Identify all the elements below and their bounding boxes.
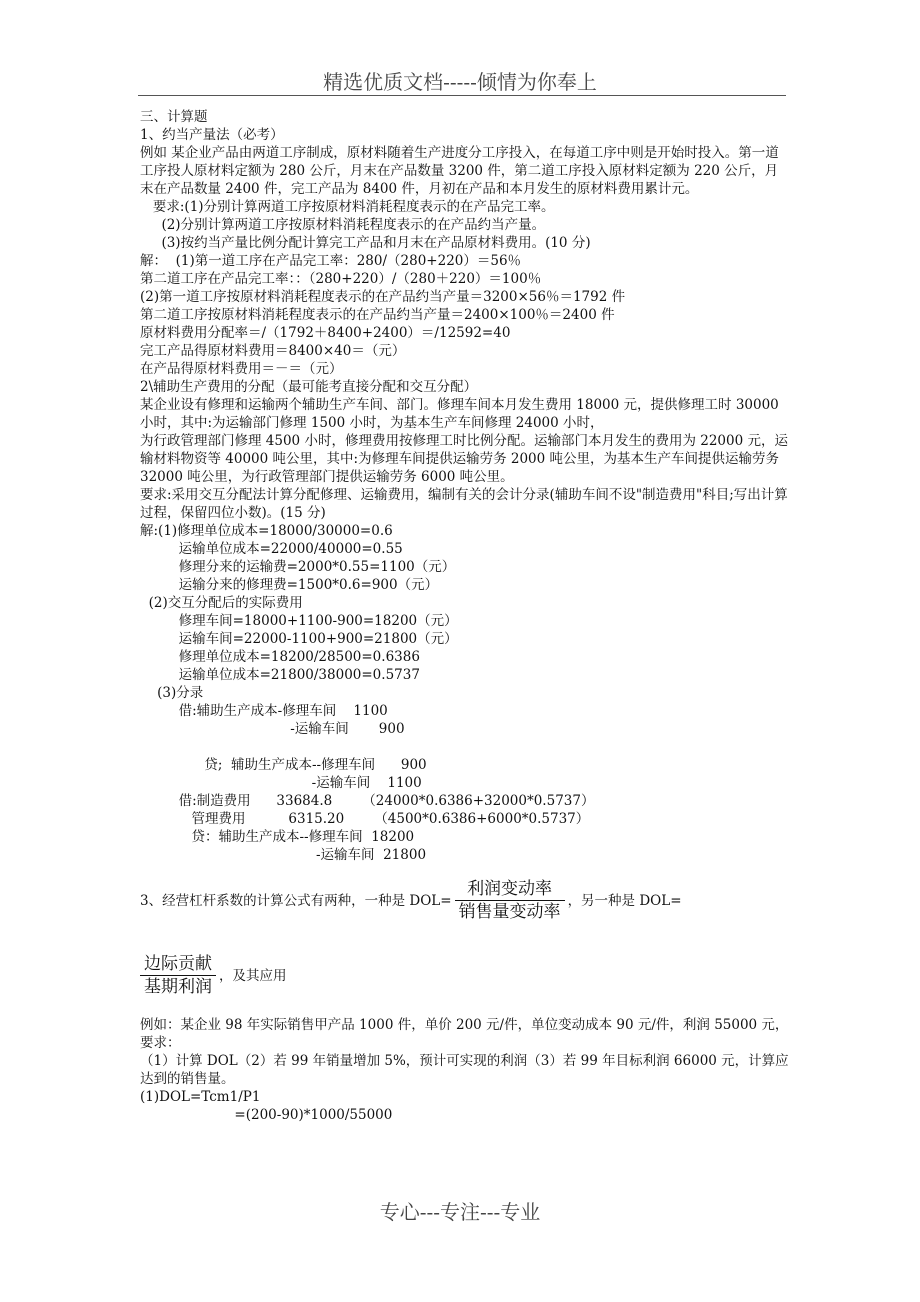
q1-req1: 要求:(1)分别计算两道工序按原材料消耗程度表示的在产品完工率。: [140, 199, 555, 215]
section-title: 三、计算题: [140, 109, 208, 125]
q1-sol6: 完工产品得原材料费用＝8400×40＝（元）: [140, 343, 406, 359]
q3-sol1: (1)DOL=Tcm1/P1: [140, 1089, 261, 1105]
q2-journal-5: 借:制造费用 33684.8 （24000*0.6386+32000*0.5737）: [140, 793, 595, 809]
fraction-denominator: 销售量变动率: [455, 900, 565, 923]
q2-journal-1: 借:辅助生产成本-修理车间 1100: [140, 703, 388, 719]
q3-intro-post: ，另一种是 DOL=: [567, 892, 682, 909]
q2-para1: 某企业设有修理和运输两个辅助生产车间、部门。修理车间本月发生费用 18000 元，提供修理工时 30000 小时，其中:为运输部门修理 1500 小时，为基本生产车间修理 24000 小时，: [140, 397, 779, 431]
q3-intro-pre: 3、经营杠杆系数的计算公式有两种，一种是 DOL=: [140, 892, 452, 909]
q1-sol1: 解： (1)第一道工序在产品完工率：280/（280+220）＝56％: [140, 253, 522, 269]
q1-req2: (2)分别计算两道工序按原材料消耗程度表示的在产品约当产量。: [140, 217, 546, 233]
fraction-numerator: 边际贡献: [144, 954, 212, 974]
q1-example: 例如 某企业产品由两道工序制成，原材料随着生产进度分工序投入，在每道工序中则是开始时投入。第一道工序投人原材料定额为 280 公斤，月末在产品数量 3200 件，第二道工序投入原材料定额为 220 公斤，月末在产品数量 2400 件，完工产品为 8400 件，月初在产品和本月发生的原材料费用累计元。: [140, 145, 779, 197]
page-footer-title: 专心---专注---专业: [379, 1200, 541, 1224]
q1-sol7: 在产品得原材料费用＝－＝（元）: [140, 361, 343, 377]
q1-req3: (3)按约当产量比例分配计算完工产品和月末在产品原材料费用。(10 分): [140, 235, 591, 251]
q3-formula-suffix: ，及其应用: [219, 967, 287, 984]
q2-journal-8: -运输车间 21800: [140, 847, 427, 863]
q2-s8: 修理单位成本=18200/28500=0.6386: [140, 649, 420, 665]
q2-journal-4: -运输车间 1100: [140, 775, 422, 791]
q2-journal-6: 管理费用 6315.20 （4500*0.6386+6000*0.5737）: [140, 811, 590, 827]
page-header-title: 精选优质文档-----倾情为你奉上: [323, 70, 597, 94]
blank-line: [140, 738, 790, 756]
dol-fraction-2: [140, 953, 216, 998]
q2-s2: 运输单位成本=22000/40000=0.55: [140, 541, 403, 557]
q1-sol5: 原材料费用分配率＝/（1792＋8400+2400）＝/12592=40: [140, 325, 511, 341]
q1-sol3: (2)第一道工序按原材料消耗程度表示的在产品约当产量＝3200×56％＝1792 件: [140, 289, 626, 305]
q3-example-1: 例如：某企业 98 年实际销售甲产品 1000 件，单价 200 元/件，单位变动成本 90 元/件，利润 55000 元，要求：: [140, 1017, 789, 1051]
q3-formula-line: [140, 878, 790, 923]
q3-formula-line-2: [140, 953, 790, 998]
q2-para3: 要求:采用交互分配法计算分配修理、运输费用，编制有关的会计分录(辅助车间不设"制造费用"科目;写出计算过程，保留四位小数)。(15 分): [140, 487, 788, 521]
q1-title: 1、约当产量法（必考）: [140, 127, 284, 143]
fraction-denominator: 基期利润: [140, 975, 216, 998]
q2-journal-3: 贷; 辅助生产成本--修理车间 900: [140, 757, 427, 773]
dol-fraction-1: [455, 878, 565, 923]
q2-s7: 运输车间=22000-1100+900=21800（元）: [140, 631, 458, 647]
fraction-numerator: 利润变动率: [467, 879, 553, 899]
q2-s10: (3)分录: [140, 685, 204, 701]
q1-sol4: 第二道工序按原材料消耗程度表示的在产品约当产量＝2400×100％＝2400 件: [140, 307, 615, 323]
q2-title: 2\辅助生产费用的分配（最可能考直接分配和交互分配）: [140, 379, 478, 395]
blank-line: [140, 998, 790, 1016]
q2-s6: 修理车间=18000+1100-900=18200（元）: [140, 613, 458, 629]
q2-s3: 修理分来的运输费=2000*0.55=1100（元）: [140, 559, 456, 575]
q1-sol2: 第二道工序在产品完工率：：（280+220）/（280＋220）＝100％: [140, 271, 542, 287]
q2-s5: (2)交互分配后的实际费用: [140, 595, 303, 611]
q2-para2: 为行政管理部门修理 4500 小时，修理费用按修理工时比例分配。运输部门本月发生的费用为 22000 元，运输材料物资等 40000 吨公里，其中:为修理车间提供运输劳务 2000 吨公里，为基本生产车间提供运输劳务 32000 吨公里，为行政管理部门提供运输劳务 6000 吨公里。: [140, 433, 788, 485]
q2-s9: 运输单位成本=21800/38000=0.5737: [140, 667, 420, 683]
q2-journal-2: -运输车间 900: [140, 721, 405, 737]
q3-sol2: =(200-90)*1000/55000: [140, 1107, 393, 1123]
header-divider: [138, 95, 786, 96]
q2-journal-7: 贷：辅助生产成本--修理车间 18200: [140, 829, 415, 845]
document-body: [140, 108, 790, 1124]
q3-example-2: （1）计算 DOL（2）若 99 年销量增加 5%，预计可实现的利润（3）若 99 年目标利润 66000 元，计算应达到的销售量。: [140, 1053, 789, 1087]
q2-s4: 运输分来的修理费=1500*0.6=900（元）: [140, 577, 439, 593]
q2-s1: 解:(1)修理单位成本=18000/30000=0.6: [140, 523, 393, 539]
